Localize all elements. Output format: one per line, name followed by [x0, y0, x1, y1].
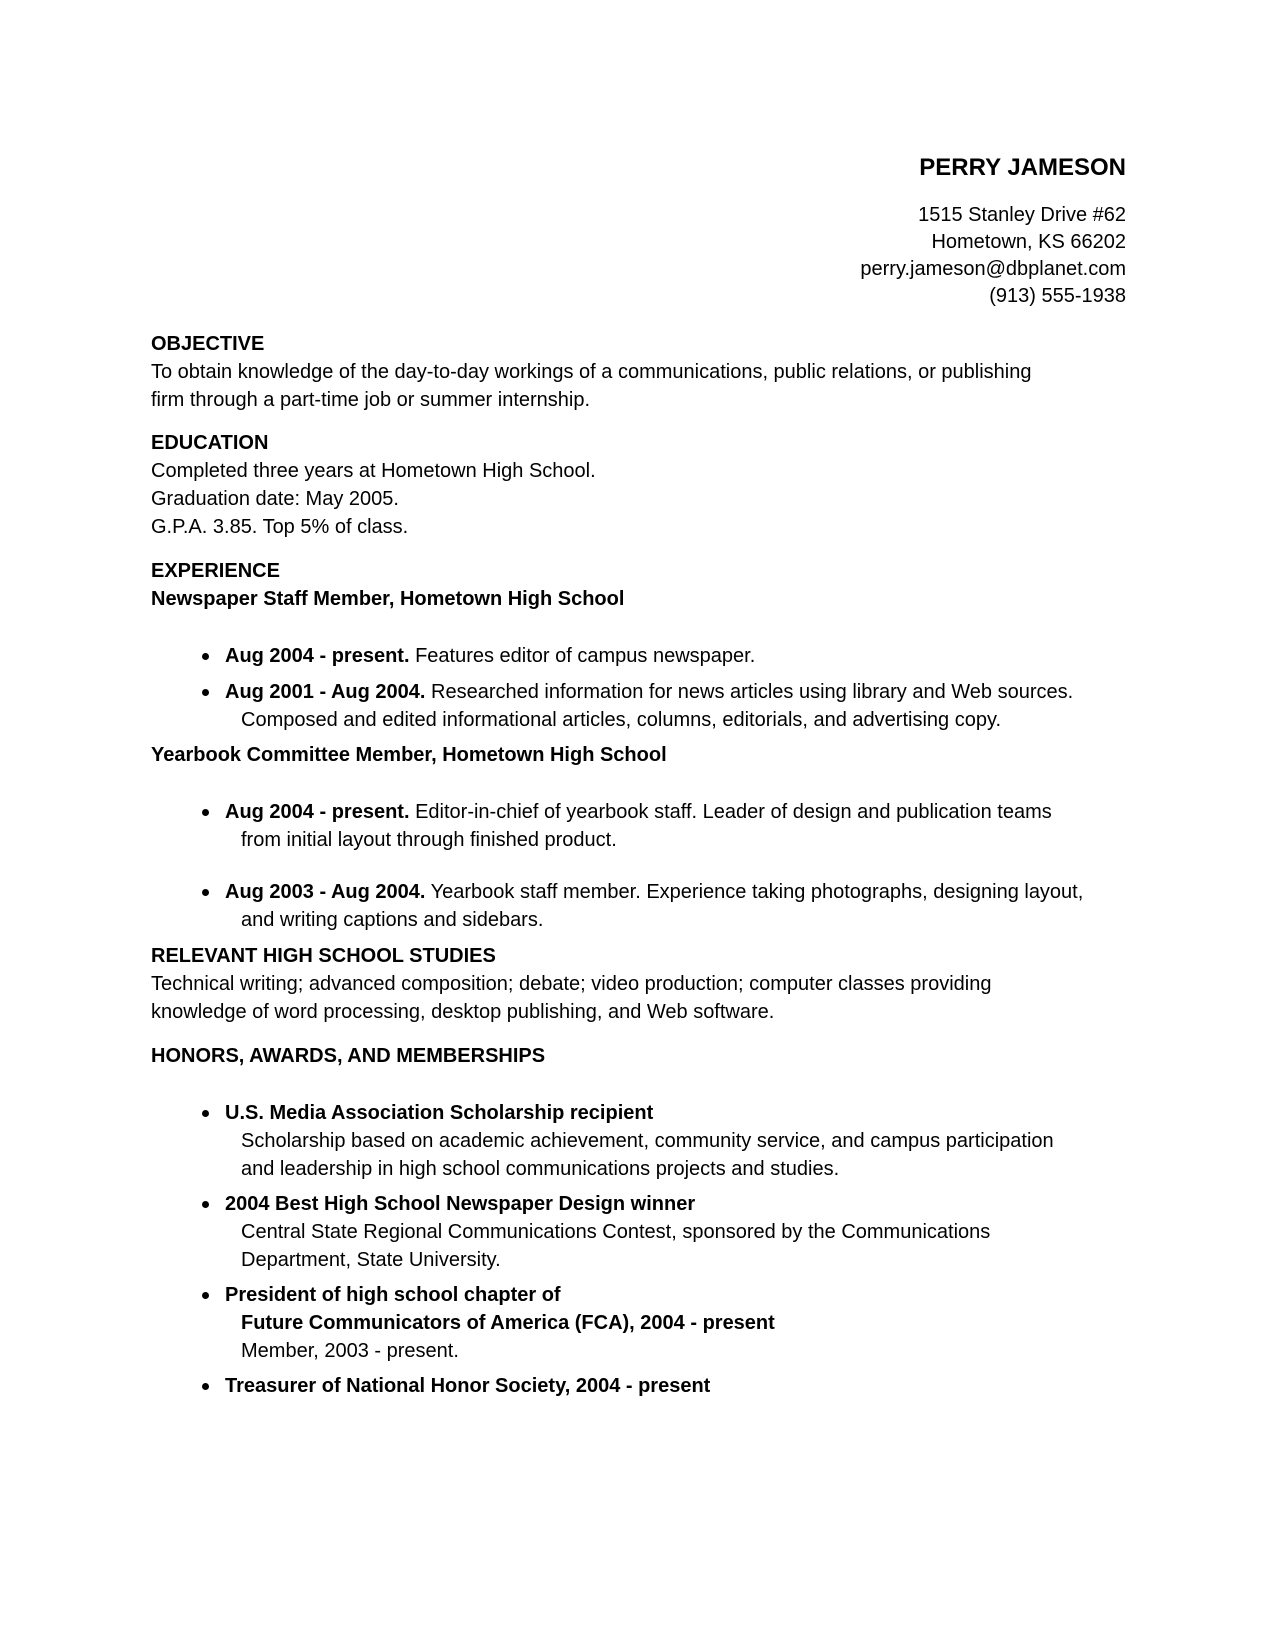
- honor-title: President of high school chapter of: [225, 1284, 561, 1306]
- role-title: Yearbook Committee Member, Hometown High School: [151, 744, 667, 766]
- experience-item-text: Editor-in-chief of yearbook staff. Leader of design and publication teams: [409, 801, 1052, 823]
- experience-item: [225, 643, 755, 669]
- objective-heading: OBJECTIVE: [151, 333, 265, 355]
- address-line-2: Hometown, KS 66202: [931, 231, 1126, 253]
- experience-item-date: Aug 2003 - Aug 2004.: [225, 881, 426, 903]
- experience-item-text: Researched information for news articles using library and Web sources.: [425, 681, 1074, 703]
- education-text-line: Graduation date: May 2005.: [151, 488, 399, 510]
- studies-text-line: knowledge of word processing, desktop publishing, and Web software.: [151, 1001, 775, 1023]
- honor-description-line: Member, 2003 - present.: [241, 1340, 459, 1362]
- objective-text-line: To obtain knowledge of the day-to-day workings of a communications, public relations, or publishing: [151, 361, 1032, 383]
- experience-item-continuation: Composed and edited informational articles, columns, editorials, and advertising copy.: [241, 709, 1002, 731]
- bullet-icon: [202, 889, 209, 896]
- bullet-icon: [202, 689, 209, 696]
- studies-text-line: Technical writing; advanced composition; debate; video production; computer classes providing: [151, 973, 992, 995]
- email-address: perry.jameson@dbplanet.com: [860, 258, 1126, 280]
- bullet-icon: [202, 1292, 209, 1299]
- bullet-icon: [202, 1383, 209, 1390]
- applicant-name: PERRY JAMESON: [919, 154, 1126, 181]
- honor-title-continuation: Future Communicators of America (FCA), 2004 - present: [241, 1312, 775, 1334]
- experience-item-text: Features editor of campus newspaper.: [409, 645, 756, 667]
- honor-title: U.S. Media Association Scholarship recipient: [225, 1102, 654, 1124]
- experience-item-continuation: and writing captions and sidebars.: [241, 909, 544, 931]
- experience-item: [225, 799, 1052, 825]
- experience-item-text: Yearbook staff member. Experience taking photographs, designing layout,: [425, 881, 1084, 903]
- honor-title: 2004 Best High School Newspaper Design winner: [225, 1193, 696, 1215]
- bullet-icon: [202, 1201, 209, 1208]
- honor-description-line: Department, State University.: [241, 1249, 501, 1271]
- role-title: Newspaper Staff Member, Hometown High School: [151, 588, 625, 610]
- bullet-icon: [202, 809, 209, 816]
- honor-description-line: Central State Regional Communications Contest, sponsored by the Communications: [241, 1221, 991, 1243]
- experience-item-continuation: from initial layout through finished product.: [241, 829, 617, 851]
- experience-item-date: Aug 2004 - present.: [225, 645, 410, 667]
- experience-item: [225, 879, 1083, 905]
- address-line-1: 1515 Stanley Drive #62: [918, 204, 1126, 226]
- honors-heading: HONORS, AWARDS, AND MEMBERSHIPS: [151, 1045, 546, 1067]
- experience-item-date: Aug 2001 - Aug 2004.: [225, 681, 426, 703]
- bullet-icon: [202, 653, 209, 660]
- studies-heading: RELEVANT HIGH SCHOOL STUDIES: [151, 945, 496, 967]
- phone-number: (913) 555-1938: [989, 285, 1126, 307]
- honor-title: Treasurer of National Honor Society, 2004 - present: [225, 1375, 711, 1397]
- honor-description-line: Scholarship based on academic achievement, community service, and campus participation: [241, 1130, 1054, 1152]
- education-heading: EDUCATION: [151, 432, 269, 454]
- bullet-icon: [202, 1110, 209, 1117]
- experience-item-date: Aug 2004 - present.: [225, 801, 410, 823]
- experience-heading: EXPERIENCE: [151, 560, 280, 582]
- objective-text-line: firm through a part-time job or summer internship.: [151, 389, 591, 411]
- honor-description-line: and leadership in high school communications projects and studies.: [241, 1158, 840, 1180]
- education-text-line: Completed three years at Hometown High School.: [151, 460, 596, 482]
- experience-item: [225, 679, 1073, 705]
- education-text-line: G.P.A. 3.85. Top 5% of class.: [151, 516, 409, 538]
